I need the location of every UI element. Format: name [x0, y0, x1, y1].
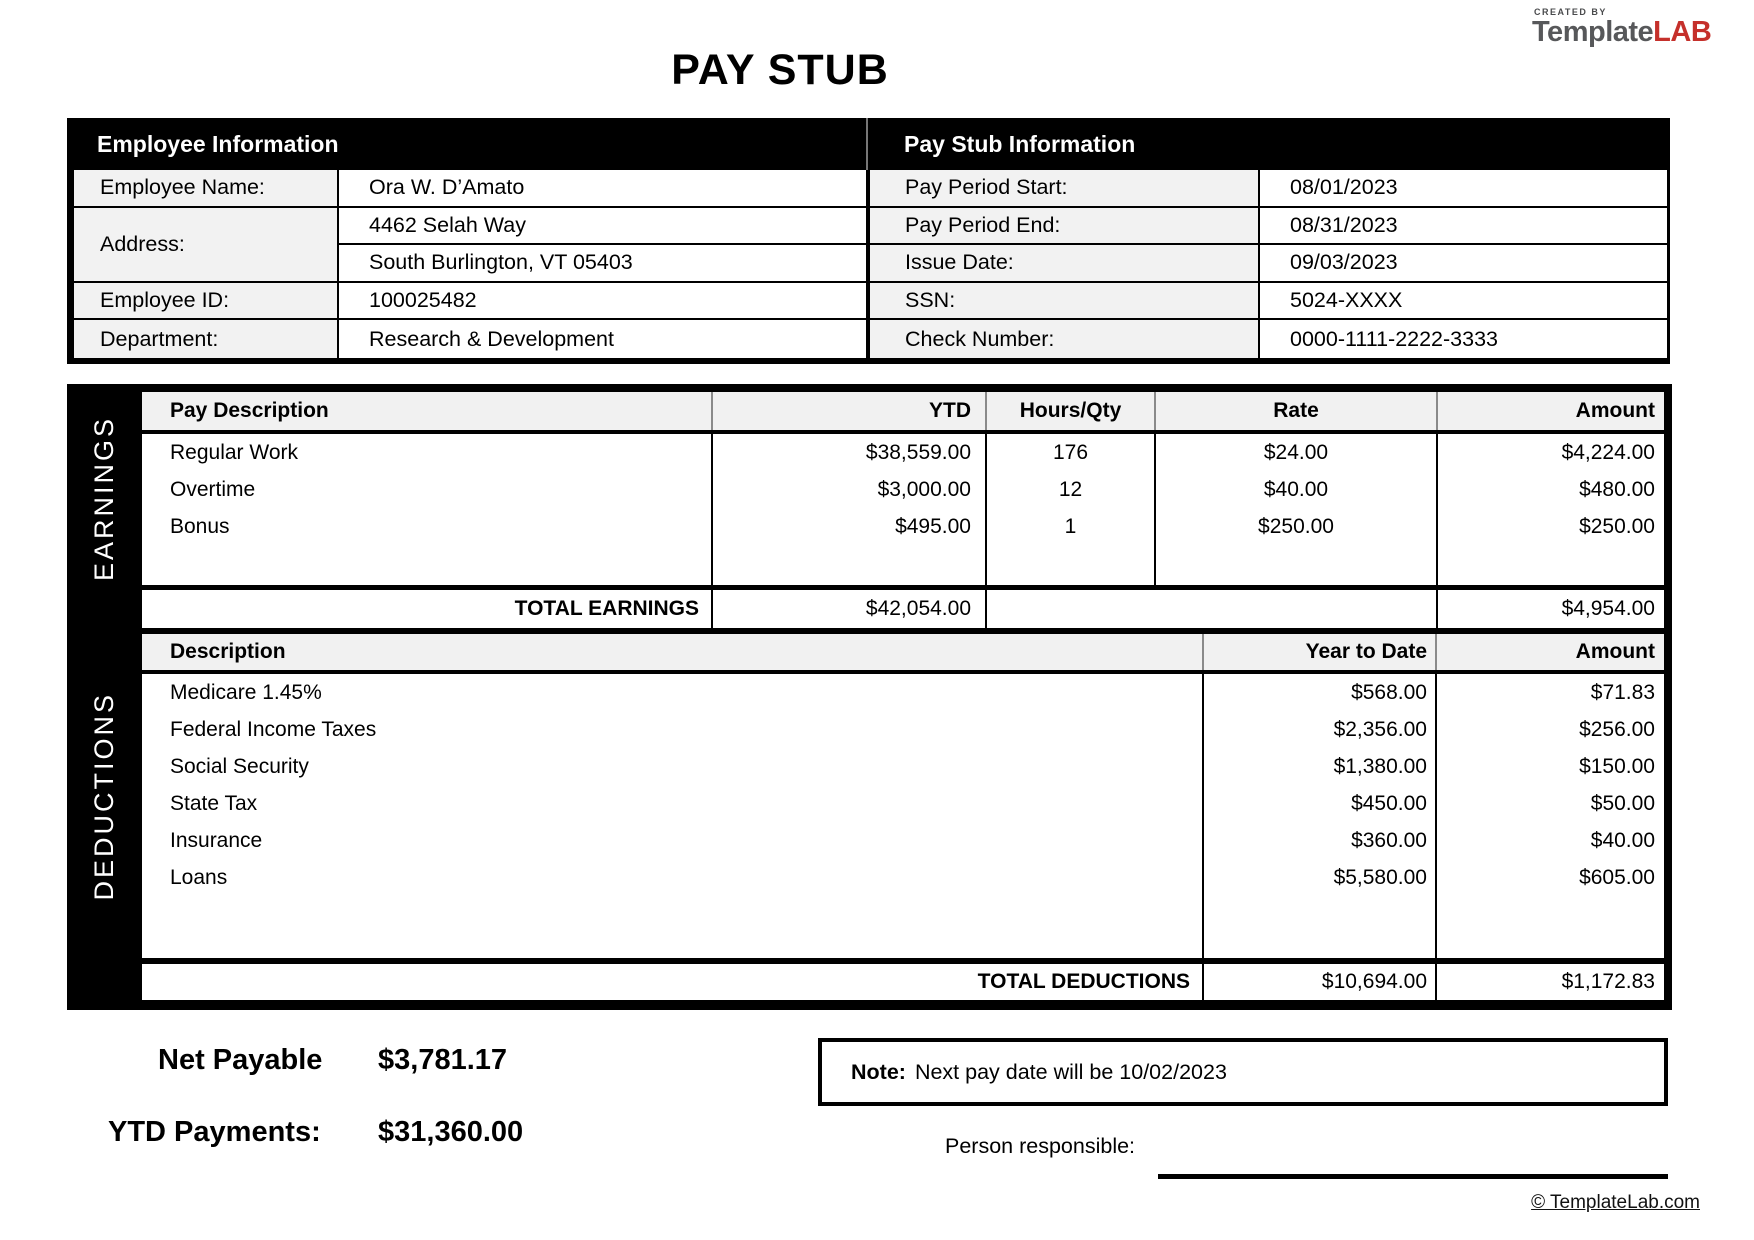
earnings-header-ytd: YTD — [713, 392, 985, 430]
issue-date-label: Issue Date: — [870, 245, 1260, 283]
earnings-cell: Bonus — [170, 514, 230, 538]
logo-lab-text: LAB — [1653, 16, 1712, 48]
page-title: PAY STUB — [671, 46, 889, 94]
deductions-header-desc: Description — [142, 634, 1202, 670]
pay-period-start-value: 08/01/2023 — [1260, 170, 1667, 208]
created-by-text: CREATED BY — [1534, 7, 1607, 17]
department-value: Research & Development — [369, 326, 614, 351]
deductions-cell: Loans — [170, 865, 228, 889]
earnings-col-rate — [1156, 434, 1436, 585]
info-grid — [74, 170, 1667, 358]
deductions-col-ytd — [1204, 674, 1435, 958]
pay-period-end-value: 08/31/2023 — [1260, 208, 1667, 246]
person-responsible-label: Person responsible: — [945, 1134, 1136, 1158]
earnings-header-row — [142, 392, 1664, 430]
deductions-cell: Insurance — [170, 828, 263, 852]
deductions-cell: $360.00 — [1351, 828, 1427, 852]
total-earnings-ytd: $42,054.00 — [713, 590, 985, 628]
person-responsible-signature-line[interactable] — [1158, 1174, 1668, 1179]
earnings-cell: $250.00 — [1579, 514, 1655, 538]
note-label: Note: — [851, 1059, 906, 1084]
deductions-cell: $71.83 — [1590, 680, 1655, 704]
earnings-cell: 176 — [1052, 440, 1089, 464]
earnings-cell: $24.00 — [1263, 440, 1329, 464]
deductions-cell: $1,380.00 — [1333, 754, 1427, 778]
deductions-cell: Medicare 1.45% — [170, 680, 322, 704]
earnings-cell: $4,224.00 — [1561, 440, 1655, 464]
deductions-header-ytd: Year to Date — [1204, 634, 1435, 670]
total-earnings-label: TOTAL EARNINGS — [142, 590, 711, 628]
paystub-info-header: Pay Stub Information — [904, 130, 1136, 157]
total-earnings-spacer — [987, 590, 1436, 628]
deductions-header-amount: Amount — [1437, 634, 1664, 670]
logo-template-text: Template — [1532, 16, 1654, 48]
earnings-cell: $480.00 — [1579, 477, 1655, 501]
note-text: Next pay date will be 10/02/2023 — [914, 1059, 1227, 1084]
pay-period-start-label: Pay Period Start: — [870, 170, 1260, 208]
deductions-cell: $150.00 — [1579, 754, 1655, 778]
department-label: Department: — [74, 320, 339, 358]
employee-name-label: Employee Name: — [74, 170, 339, 208]
earnings-cell: 12 — [1058, 477, 1083, 501]
net-payable-label: Net Payable — [158, 1044, 323, 1076]
info-table — [67, 118, 1670, 364]
earnings-cell: Regular Work — [170, 440, 298, 464]
templatelab-logo — [1532, 8, 1711, 47]
ssn-label: SSN: — [870, 283, 1260, 321]
total-earnings-row — [142, 590, 1664, 628]
employee-id-label: Employee ID: — [74, 283, 339, 321]
earnings-body — [142, 434, 1664, 585]
deductions-cell: $50.00 — [1590, 791, 1655, 815]
ytd-payments-value: $31,360.00 — [378, 1116, 524, 1148]
info-table-header-band — [74, 118, 1667, 170]
deductions-col-desc — [142, 674, 1202, 958]
earnings-cell: $495.00 — [895, 514, 971, 538]
employee-name-value: Ora W. D’Amato — [339, 170, 866, 208]
earnings-col-amount — [1438, 434, 1664, 585]
copyright-link[interactable]: © TemplateLab.com — [1531, 1192, 1700, 1213]
total-deductions-row — [142, 964, 1664, 1000]
ssn-value: 5024-XXXX — [1260, 283, 1667, 321]
earnings-header-desc: Pay Description — [142, 392, 711, 430]
earnings-cell: $38,559.00 — [865, 440, 971, 464]
earnings-header-qty: Hours/Qty — [987, 392, 1154, 430]
net-payable-value: $3,781.17 — [378, 1044, 508, 1076]
earnings-header-rate: Rate — [1156, 392, 1436, 430]
earnings-cell: $40.00 — [1263, 477, 1329, 501]
logo-wordmark — [1532, 18, 1711, 47]
ytd-payments-label: YTD Payments: — [108, 1116, 321, 1148]
deductions-cell: $256.00 — [1579, 717, 1655, 741]
pay-period-end-label: Pay Period End: — [870, 208, 1260, 246]
check-number-value: 0000-1111-2222-3333 — [1290, 326, 1499, 351]
deductions-cell: State Tax — [170, 791, 258, 815]
total-deductions-ytd: $10,694.00 — [1204, 964, 1435, 1000]
earnings-col-ytd — [713, 434, 985, 585]
earnings-sidebar-label: EARNINGS — [89, 416, 119, 582]
total-deductions-amount: $1,172.83 — [1437, 964, 1664, 1000]
deductions-header-row — [142, 634, 1664, 670]
deductions-sidebar-label: DEDUCTIONS — [89, 691, 119, 901]
employee-info-header: Employee Information — [97, 130, 339, 157]
deductions-cell: $568.00 — [1351, 680, 1427, 704]
total-earnings-amount: $4,954.00 — [1438, 590, 1664, 628]
earnings-cell: Overtime — [170, 477, 256, 501]
address-line2-value: South Burlington, VT 05403 — [339, 245, 866, 283]
note-box — [818, 1038, 1668, 1106]
address-line1-value: 4462 Selah Way — [339, 208, 866, 246]
deductions-cell: $40.00 — [1590, 828, 1655, 852]
deductions-cell: Social Security — [170, 754, 309, 778]
issue-date-value: 09/03/2023 — [1260, 245, 1667, 283]
earnings-cell: $3,000.00 — [877, 477, 971, 501]
deductions-cell: $5,580.00 — [1333, 865, 1427, 889]
deductions-cell: $605.00 — [1579, 865, 1655, 889]
total-deductions-label: TOTAL DEDUCTIONS — [142, 964, 1202, 1000]
employee-id-value: 100025482 — [339, 283, 866, 321]
deductions-cell: $450.00 — [1351, 791, 1427, 815]
check-number-label: Check Number: — [870, 320, 1260, 358]
deductions-cell: Federal Income Taxes — [170, 717, 377, 741]
earnings-deductions-block — [67, 384, 1672, 1010]
earnings-col-qty — [987, 434, 1154, 585]
deductions-cell: $2,356.00 — [1333, 717, 1427, 741]
earnings-header-amount: Amount — [1438, 392, 1664, 430]
earnings-cell: 1 — [1064, 514, 1077, 538]
deductions-sidebar — [67, 634, 142, 958]
deductions-body — [142, 674, 1664, 958]
earnings-cell: $250.00 — [1258, 514, 1334, 538]
earnings-sidebar — [67, 384, 142, 614]
tables-area — [142, 392, 1664, 1000]
deductions-col-amount — [1437, 674, 1664, 958]
address-label: Address: — [74, 208, 339, 283]
earnings-col-desc — [142, 434, 711, 585]
